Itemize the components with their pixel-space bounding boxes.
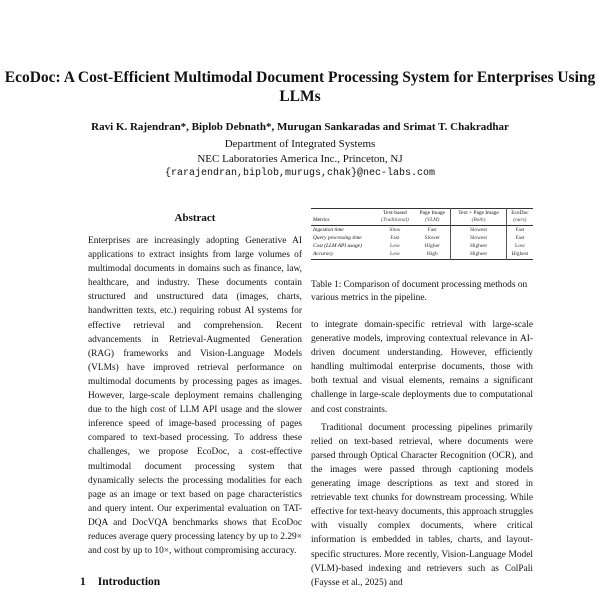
section-number: 1: [80, 576, 86, 588]
cell: Highest: [451, 251, 507, 260]
cell: Highest: [451, 242, 507, 250]
cell: Low: [389, 251, 400, 258]
table-header-row: [311, 209, 533, 226]
abstract-text: Enterprises are increasingly adopting Generative AI applications to extract insights from large volumes of multimodal documents in domains such as finance, law, healthcare, and industry. These documents contain structured and unstructured data (images, charts, handwritten texts, etc.) requiring robust AI systems for effective retrieval and comprehension. Recent advancements in Retrieval-Augmented Generation (RAG) frameworks and Vision-Language Models (VLMs) have improved retrieval performance on multimodal documents by processing pages as images. However, large-scale deployment remains challenging due to the high cost of LLM API usage and the slower inference speed of image-based processing of pages compared to text-based processing. To address these challenges, we propose EcoDoc, a cost-effective multimodal document processing system that dynamically selects the processing modalities for each page as an image or text based on page characteristics and query intent. Our experimental evaluation on TAT-DQA and DocVQA benchmarks shows that EcoDoc reduces average query processing latency by up to 2.29× and cost by up to 10×, without compromising accuracy.: [88, 236, 302, 557]
body-text-right: [311, 318, 533, 594]
section-heading-introduction: [80, 576, 160, 588]
table-row: [311, 242, 533, 250]
cell: Low: [389, 242, 400, 249]
header-text-based: Text-based (Traditional): [381, 210, 409, 223]
table-row: [311, 251, 533, 260]
row-metric: Cost (LLM API usage): [313, 242, 362, 249]
body-paragraph: Traditional document processing pipelines primarily relied on text-based retrieval, where documents were parsed through Optical Character Recognition (OCR), and the images were passed through captioning models generating image descriptions as text and stored in retrievable text chunks for downstream processing. While effective for text-heavy documents, this approach struggles with visually complex documents, where critical information is embedded in tables, charts, and layout-specific structures. More recently, Vision-Language Model (VLM)-based indexing and retrievers such as ColPali (Faysse et al., 2025) and: [311, 422, 533, 588]
abstract-heading: Abstract: [174, 212, 216, 224]
header-text-page-image: Text + Page Image (Both): [451, 209, 507, 226]
cell: Slowest: [451, 226, 507, 235]
cell: Higher: [424, 242, 440, 249]
paper-title: EcoDoc: A Cost-Efficient Multimodal Document Processing System for Enterprises Using LLMs: [4, 69, 596, 105]
cell: Slower: [424, 234, 440, 241]
cell: High: [426, 251, 438, 258]
section-title: Introduction: [97, 576, 161, 588]
cell: Slow: [389, 226, 401, 233]
cell: Slowest: [451, 234, 507, 242]
cell: Fast: [506, 226, 533, 235]
row-metric: Ingestion time: [313, 226, 344, 233]
author-emails: {rarajendran,biplob,murugs,chak}@nec-labs.com: [164, 168, 436, 179]
table-caption: Table 1: Comparison of document processing methods on various metrics in the pipeline.: [311, 280, 528, 303]
author-list: Ravi K. Rajendran*, Biplob Debnath*, Murugan Sankaradas and Srimat T. Chakradhar: [91, 121, 509, 133]
cell: Low: [506, 242, 533, 250]
cell: Highest: [506, 251, 533, 260]
header-ecodoc: EcoDoc (ours): [506, 209, 533, 226]
institution: NEC Laboratories America Inc., Princeton, NJ: [197, 153, 403, 165]
comparison-table: [311, 208, 533, 260]
cell: Fast: [427, 226, 437, 233]
table-row: [311, 234, 533, 242]
body-paragraph: to integrate domain-specific retrieval with large-scale generative models, improving contextual relevance in AI-driven document understanding. However, efficiently handling multimodal enterprise documents, those with both textual and visual elements, remains a significant challenge in large-scale deployments due to computational and cost constraints.: [311, 320, 533, 415]
row-metric: Accuracy: [313, 251, 334, 258]
cell: Fast: [390, 234, 400, 241]
department: Department of Integrated Systems: [224, 138, 376, 150]
cell: Fast: [506, 234, 533, 242]
row-metric: Query processing time: [313, 234, 362, 241]
table-row: [311, 226, 533, 235]
header-page-image: Page Image (VLM): [419, 210, 445, 223]
header-metrics: Metrics: [313, 217, 330, 223]
